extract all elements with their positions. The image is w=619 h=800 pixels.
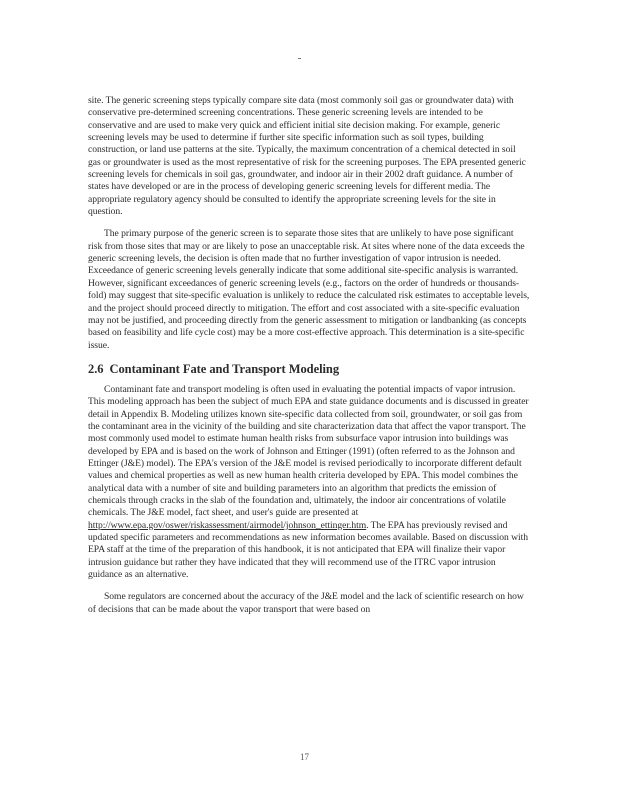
paragraph-screen-purpose: The primary purpose of the generic screen is to separate those sites that are unlikely to have pose significant risk from those sites that may or are likely to pose an unacceptable risk. At sites where none of the data exceeds the generic screening levels, the decision is often made that no further investigation of vapor intrusion is needed. Exceedance of generic screening levels generally indicate that some additional site-specific analysis is warranted. However, significant exceedances of generic screening levels (e.g., factors on the order of hundreds or thousands-fold) may suggest that site-specific evaluation is unlikely to reduce the calculated risk estimates to acceptable levels, and the project should proceed directly to mitigation. The effort and cost associated with a site-specific evaluation may not be justified, and proceeding directly from the generic assessment to mitigation or landbanking (as concepts based on feasibility and life cycle cost) may be a more cost-effective approach. This determination is a site-specific issue. (88, 228, 530, 351)
scan-mark (298, 58, 301, 59)
paragraph-generic-screening: site. The generic screening steps typically compare site data (most commonly soil gas or groundwater data) with conservative pre-determined screening concentrations. These generic screening levels are intended to be conservative and are used to make very quick and efficient initial site decision making. For example, generic screening levels may be used to determine if further site specific information such as soil types, building construction, or land use patterns at the site. Typically, the maximum concentration of a chemical detected in soil gas or groundwater is used as the most representative of risk for the screening purposes. The EPA presented generic screening levels for chemicals in soil gas, groundwater, and indoor air in their 2002 draft guidance. A number of states have developed or are in the process of developing generic screening levels for different media. The appropriate regulatory agency should be consulted to identify the appropriate screening levels for the site in question. (88, 95, 526, 218)
paragraph-fate-transport-end: . The EPA has previously revised and updated specific parameters and recommendations as new information becomes available. Based on discussion with EPA staff at the time of the preparation of this handbook, it is not anticipated that EPA will finalize their vapor intrusion guidance but rather they have indicated that they will recommend use of the ITRC vapor intrusion guidance as an alternative. (88, 519, 528, 581)
section-heading (88, 362, 530, 377)
paragraph-fate-transport-text: Contaminant fate and transport modeling is often used in evaluating the potential impacts of vapor intrusion. This modeling approach has been the subject of much EPA and state guidance documents and is discussed in greater detail in Appendix B. Modeling utilizes known site-specific data collected from soil, groundwater, or soil gas from the contaminant area in the vicinity of the building and site characterization data that affect the vapor transport. The most commonly used model to estimate human health risks from subsurface vapor intrusion into buildings was developed by EPA and is based on the work of Johnson and Ettinger (1991) (often referred to as the Johnson and Ettinger (J&E) model). The EPA's version of the J&E model is revised periodically to incorporate different default values and chemical properties as well as new human health criteria developed by EPA. This model combines the analytical data with a number of site and building parameters into an algorithm that predicts the emission of chemicals through cracks in the slab of the foundation and, ultimately, the indoor air concentrations of volatile chemicals. The J&E model, fact sheet, and user's guide are presented at (88, 383, 529, 519)
section-title: Contaminant Fate and Transport Modeling (109, 361, 340, 376)
section-number: 2.6 (88, 361, 104, 376)
paragraph-fate-transport (88, 384, 530, 582)
document-body (88, 95, 530, 626)
page-number: 17 (300, 752, 309, 762)
paragraph-regulator-concerns: Some regulators are concerned about the accuracy of the J&E model and the lack of scientific research on how of decisions that can be made about the vapor transport that were based on (88, 591, 524, 615)
epa-model-link[interactable]: http://www.epa.gov/oswer/riskassessment/airmodel/johnson_ettinger.htm (88, 519, 367, 531)
